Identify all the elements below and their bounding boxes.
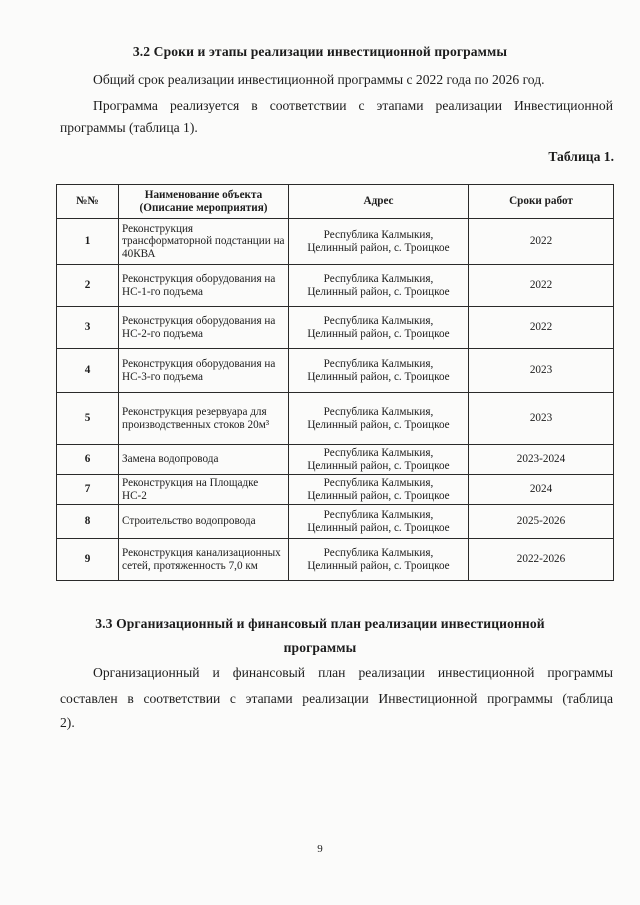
section-3-3-paragraph-line-2: составлен в соответствии с этапами реализации Инвестиционной программы (таблица (60, 691, 613, 706)
row-address (289, 349, 469, 393)
row-address-line-1: Республика Калмыкия, (323, 405, 434, 418)
row-address-line-1: Республика Калмыкия, (323, 476, 434, 489)
row-object-name: Реконструкция резервуара для производственных стоков 20м³ (119, 393, 289, 445)
row-term: 2024 (469, 475, 614, 505)
row-address (289, 475, 469, 505)
row-address (289, 445, 469, 475)
row-address-line-2: Целинный район, с. Троицкое (307, 418, 450, 431)
row-address-line-1: Республика Калмыкия, (323, 508, 434, 521)
row-address-line-2: Целинный район, с. Троицкое (307, 459, 450, 472)
table-header-row (57, 185, 614, 219)
row-term: 2023 (469, 349, 614, 393)
row-term: 2023 (469, 393, 614, 445)
section-3-2-paragraph-2-line-2: программы (таблица 1). (60, 120, 198, 135)
section-3-2-paragraph-2-line-1: Программа реализуется в соответствии с этапами реализации Инвестиционной (93, 98, 613, 113)
header-term: Сроки работ (469, 185, 614, 219)
row-object-name: Реконструкция трансформаторной подстанции на 40КВА (119, 219, 289, 265)
table-row (57, 349, 614, 393)
row-address-line-1: Республика Калмыкия, (323, 272, 434, 285)
table-row (57, 445, 614, 475)
row-object-name: Строительство водопровода (119, 505, 289, 539)
row-term: 2023-2024 (469, 445, 614, 475)
row-address-line-1: Республика Калмыкия, (323, 446, 434, 459)
section-3-3-heading-line-1: 3.3 Организационный и финансовый план реализации инвестиционной (95, 616, 545, 631)
row-object-name: Реконструкция оборудования на НС-2-го подъема (119, 307, 289, 349)
row-address-line-1: Республика Калмыкия, (323, 357, 434, 370)
section-3-3-paragraph-line-3: 2). (60, 715, 75, 730)
row-number: 7 (57, 475, 119, 505)
table-row (57, 505, 614, 539)
row-term: 2022 (469, 307, 614, 349)
row-address (289, 539, 469, 581)
row-address-line-2: Целинный район, с. Троицкое (307, 285, 450, 298)
table-row (57, 307, 614, 349)
row-address (289, 505, 469, 539)
row-term: 2025-2026 (469, 505, 614, 539)
header-name (119, 185, 289, 219)
row-address-line-1: Республика Калмыкия, (323, 314, 434, 327)
row-address (289, 393, 469, 445)
row-object-name: Реконструкция оборудования на НС-3-го подъема (119, 349, 289, 393)
table-row (57, 393, 614, 445)
row-address-line-1: Республика Калмыкия, (323, 546, 434, 559)
row-address (289, 307, 469, 349)
row-address-line-2: Целинный район, с. Троицкое (307, 327, 450, 340)
row-term: 2022-2026 (469, 539, 614, 581)
row-term: 2022 (469, 265, 614, 307)
section-3-3-paragraph-line-1: Организационный и финансовый план реализации инвестиционной программы (93, 665, 613, 680)
section-3-2-heading: 3.2 Сроки и этапы реализации инвестиционной программы (132, 44, 508, 59)
table-row (57, 265, 614, 307)
row-number: 3 (57, 307, 119, 349)
row-object-name: Замена водопровода (119, 445, 289, 475)
table-row (57, 475, 614, 505)
row-address-line-1: Республика Калмыкия, (323, 228, 434, 241)
table-row (57, 539, 614, 581)
row-address-line-2: Целинный район, с. Троицкое (307, 370, 450, 383)
stages-table (56, 184, 614, 581)
row-number: 1 (57, 219, 119, 265)
row-number: 5 (57, 393, 119, 445)
row-address-line-2: Целинный район, с. Троицкое (307, 521, 450, 534)
page-number: 9 (317, 843, 323, 855)
section-3-2-paragraph-1: Общий срок реализации инвестиционной программы с 2022 года по 2026 год. (93, 72, 545, 87)
row-address-line-2: Целинный район, с. Троицкое (307, 241, 450, 254)
row-number: 4 (57, 349, 119, 393)
row-address (289, 219, 469, 265)
header-name-line-2: (Описание мероприятия) (139, 201, 268, 214)
header-num: №№ (57, 185, 119, 219)
row-object-name: Реконструкция оборудования на НС-1-го подъема (119, 265, 289, 307)
row-object-name: Реконструкция на Площадке НС-2 (119, 475, 289, 505)
row-number: 9 (57, 539, 119, 581)
table-row (57, 219, 614, 265)
row-address-line-2: Целинный район, с. Троицкое (307, 489, 450, 502)
row-number: 2 (57, 265, 119, 307)
row-number: 6 (57, 445, 119, 475)
header-address: Адрес (289, 185, 469, 219)
row-object-name: Реконструкция канализационных сетей, протяженность 7,0 км (119, 539, 289, 581)
row-number: 8 (57, 505, 119, 539)
section-3-3-heading-line-2: программы (283, 640, 357, 655)
row-address-line-2: Целинный район, с. Троицкое (307, 559, 450, 572)
header-name-line-1: Наименование объекта (144, 188, 263, 201)
row-address (289, 265, 469, 307)
table-1-caption: Таблица 1. (548, 149, 614, 164)
row-term: 2022 (469, 219, 614, 265)
